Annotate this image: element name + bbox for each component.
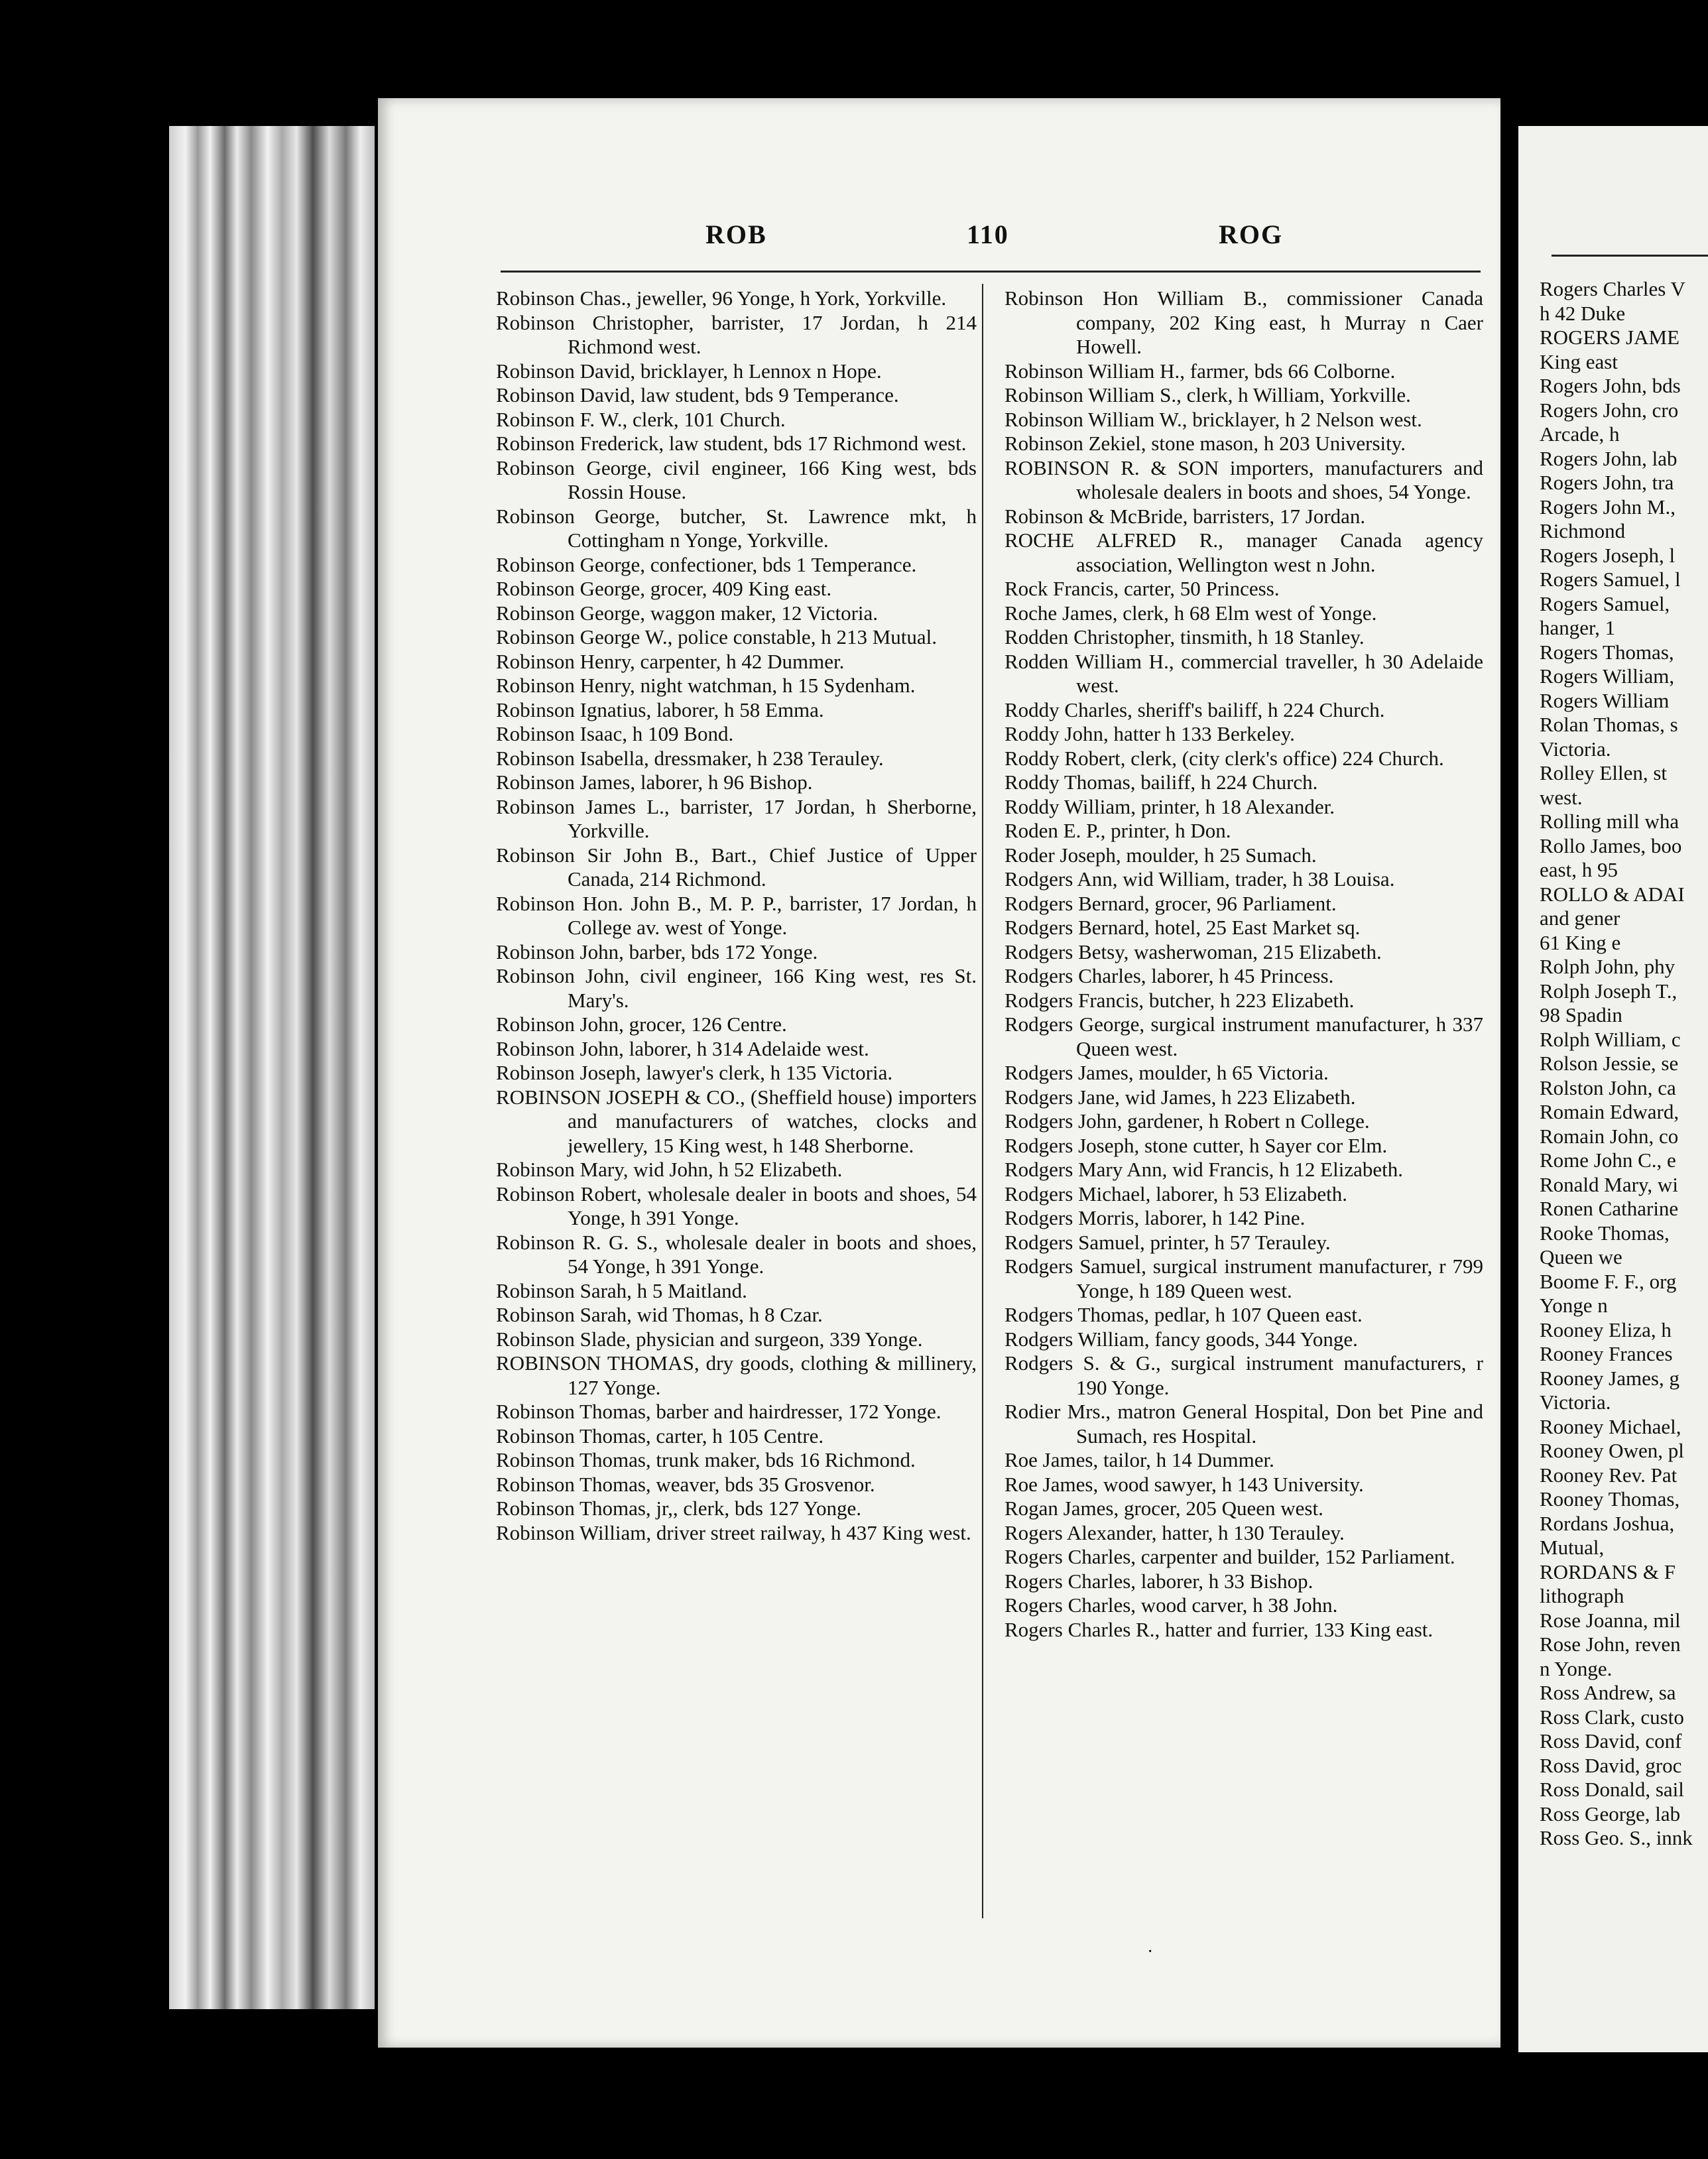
- directory-entry: Robinson John, laborer, h 314 Adelaide west.: [496, 1036, 869, 1060]
- directory-entry: Robinson George, civil engineer, 166 King west, bds Rossin House.: [496, 456, 977, 503]
- directory-entry: Robinson George, confectioner, bds 1 Temperance.: [496, 552, 917, 576]
- header-rule: [501, 271, 1481, 273]
- directory-entry: Robinson Henry, carpenter, h 42 Dummer.: [496, 649, 845, 673]
- directory-entry: Robinson James, laborer, h 96 Bishop.: [496, 771, 813, 794]
- directory-entry: Rordans Joshua,: [1540, 1511, 1675, 1535]
- directory-entry: Robinson Thomas, trunk maker, bds 16 Richmond.: [496, 1448, 916, 1471]
- directory-entry: Roddy Charles, sheriff's bailiff, h 224 Church.: [1005, 698, 1385, 721]
- directory-entry: Rodgers James, moulder, h 65 Victoria.: [1005, 1061, 1329, 1084]
- directory-entry: Rogers Charles R., hatter and furrier, 133 King east.: [1005, 1617, 1433, 1641]
- directory-entry: and gener: [1540, 906, 1620, 930]
- directory-entry: Rogers William,: [1540, 664, 1675, 688]
- directory-entry: Rodgers Samuel, surgical instrument manufacturer, r 799 Yonge, h 189 Queen west.: [1005, 1255, 1483, 1302]
- directory-entry: Boome F. F., org: [1540, 1269, 1677, 1293]
- directory-entry: ROLLO & ADAI: [1540, 882, 1685, 906]
- directory-entry: Rogers Joseph, l: [1540, 543, 1676, 567]
- directory-entry: Robinson Mary, wid John, h 52 Elizabeth.: [496, 1158, 843, 1181]
- directory-entry: Queen we: [1540, 1245, 1622, 1268]
- directory-entry: Rogers Samuel, l: [1540, 568, 1681, 591]
- directory-entry: Roddy John, hatter h 133 Berkeley.: [1005, 722, 1295, 745]
- directory-entry: Robinson Sarah, wid Thomas, h 8 Czar.: [496, 1303, 823, 1326]
- directory-entry: Rooney Owen, pl: [1540, 1439, 1684, 1462]
- directory-entry: Rodgers Ann, wid William, trader, h 38 Louisa.: [1005, 867, 1395, 891]
- directory-entry: ROGERS JAME: [1540, 326, 1680, 349]
- directory-entry: Rogers John M.,: [1540, 495, 1676, 519]
- ink-mark: ·: [1147, 1942, 1154, 1962]
- directory-entry: Rodgers Jane, wid James, h 223 Elizabeth.: [1005, 1085, 1356, 1109]
- directory-entry: Rooney James, g: [1540, 1366, 1679, 1390]
- next-page-column: [1540, 277, 1708, 1851]
- directory-entry: Rodden William H., commercial traveller, h 30 Adelaide west.: [1005, 649, 1483, 697]
- directory-entry: Rolston John, ca: [1540, 1076, 1676, 1099]
- directory-entry: Rogers John, bds: [1540, 374, 1681, 397]
- directory-entry: Robinson Christopher, barrister, 17 Jordan, h 214 Richmond west.: [496, 310, 977, 358]
- directory-entry: Rolley Ellen, st: [1540, 761, 1668, 784]
- directory-entry: Robinson Robert, wholesale dealer in boots and shoes, 54 Yonge, h 391 Yonge.: [496, 1182, 977, 1229]
- directory-entry: Robinson John, grocer, 126 Centre.: [496, 1013, 787, 1036]
- directory-entry: 98 Spadin: [1540, 1003, 1622, 1026]
- directory-entry: Robinson Frederick, law student, bds 17 Richmond west.: [496, 432, 967, 455]
- directory-entry: Rogers Charles, carpenter and builder, 152 Parliament.: [1005, 1545, 1455, 1568]
- directory-entry: Ross Donald, sail: [1540, 1778, 1684, 1801]
- directory-entry: Rodgers Bernard, hotel, 25 East Market sq.: [1005, 916, 1361, 939]
- directory-entry: Rodgers Samuel, printer, h 57 Terauley.: [1005, 1230, 1331, 1254]
- directory-entry: Robinson Joseph, lawyer's clerk, h 135 Victoria.: [496, 1061, 893, 1084]
- directory-entry: Robinson Hon William B., commissioner Canada company, 202 King east, h Murray n Caer Howell.: [1005, 286, 1483, 358]
- directory-entry: Rose John, reven: [1540, 1633, 1681, 1656]
- directory-entry: Rooney Thomas,: [1540, 1487, 1680, 1511]
- directory-entry: Robinson William H., farmer, bds 66 Colborne.: [1005, 359, 1396, 383]
- directory-entry: Robinson George, butcher, St. Lawrence mkt, h Cottingham n Yonge, Yorkville.: [496, 504, 977, 552]
- directory-entry: Rome John C., e: [1540, 1148, 1676, 1172]
- directory-entry: Robinson Thomas, carter, h 105 Centre.: [496, 1424, 824, 1448]
- directory-entry: Rooke Thomas,: [1540, 1221, 1670, 1245]
- directory-entry: Mutual,: [1540, 1536, 1605, 1559]
- directory-entry: 61 King e: [1540, 930, 1621, 954]
- directory-entry: RORDANS & F: [1540, 1560, 1676, 1583]
- directory-entry: Robinson George, waggon maker, 12 Victoria.: [496, 601, 879, 625]
- directory-entry: Robinson William, driver street railway, h 437 King west.: [496, 1520, 971, 1544]
- directory-entry: Robinson F. W., clerk, 101 Church.: [496, 407, 786, 431]
- directory-entry: Ross Geo. S., innk: [1540, 1826, 1693, 1849]
- directory-entry: Rolling mill wha: [1540, 810, 1679, 833]
- directory-entry: Rodgers S. & G., surgical instrument manufacturers, r 190 Yonge.: [1005, 1351, 1483, 1399]
- directory-entry: Rogers Charles, wood carver, h 38 John.: [1005, 1593, 1338, 1617]
- directory-entry: Rodgers William, fancy goods, 344 Yonge.: [1005, 1327, 1358, 1351]
- directory-entry: Rolph Joseph T.,: [1540, 979, 1677, 1003]
- directory-entry: lithograph: [1540, 1584, 1624, 1607]
- directory-entry: Robinson James L., barrister, 17 Jordan, h Sherborne, Yorkville.: [496, 794, 977, 842]
- directory-entry: Rolph John, phy: [1540, 955, 1676, 978]
- directory-entry: Yonge n: [1540, 1294, 1608, 1317]
- directory-entry: Roddy William, printer, h 18 Alexander.: [1005, 794, 1335, 818]
- book-page-edges: [169, 126, 375, 2009]
- directory-entry: Robinson Zekiel, stone mason, h 203 University.: [1005, 432, 1406, 455]
- directory-entry: Rodden Christopher, tinsmith, h 18 Stanley.: [1005, 625, 1365, 648]
- directory-entry: King east: [1540, 349, 1618, 373]
- directory-entry: Robinson Henry, night watchman, h 15 Sydenham.: [496, 674, 916, 697]
- running-head-left: ROB: [705, 219, 767, 249]
- directory-entry: Robinson Isaac, h 109 Bond.: [496, 722, 734, 745]
- directory-entry: Robinson David, bricklayer, h Lennox n Hope.: [496, 359, 882, 383]
- directory-entry: Robinson Sarah, h 5 Maitland.: [496, 1278, 747, 1302]
- directory-entry: Rogers John, lab: [1540, 446, 1677, 470]
- directory-entry: Ross George, lab: [1540, 1802, 1681, 1825]
- directory-entry: Rodgers George, surgical instrument manufacturer, h 337 Queen west.: [1005, 1013, 1483, 1060]
- directory-entry: Victoria.: [1540, 1390, 1611, 1414]
- directory-entry: Robinson Thomas, weaver, bds 35 Grosvenor.: [496, 1472, 875, 1496]
- directory-entry: ROCHE ALFRED R., manager Canada agency association, Wellington west n John.: [1005, 528, 1483, 576]
- directory-entry: Arcade, h: [1540, 422, 1620, 446]
- directory-entry: Rose Joanna, mil: [1540, 1608, 1681, 1632]
- left-column: [496, 286, 977, 1545]
- directory-entry: Roden E. P., printer, h Don.: [1005, 819, 1231, 842]
- directory-entry: Rock Francis, carter, 50 Princess.: [1005, 577, 1280, 600]
- directory-entry: Roe James, wood sawyer, h 143 University.: [1005, 1472, 1364, 1496]
- directory-entry: Robinson Thomas, barber and hairdresser, 172 Yonge.: [496, 1400, 942, 1423]
- directory-entry: Ross David, groc: [1540, 1753, 1682, 1777]
- directory-entry: Roche James, clerk, h 68 Elm west of Yonge.: [1005, 601, 1377, 625]
- directory-entry: Robinson John, barber, bds 172 Yonge.: [496, 940, 818, 963]
- directory-entry: east, h 95: [1540, 858, 1618, 881]
- directory-entry: Robinson Ignatius, laborer, h 58 Emma.: [496, 698, 824, 721]
- directory-entry: Roddy Thomas, bailiff, h 224 Church.: [1005, 771, 1318, 794]
- directory-entry: Rooney Michael,: [1540, 1414, 1681, 1438]
- directory-entry: Rodgers Thomas, pedlar, h 107 Queen east.: [1005, 1303, 1363, 1326]
- directory-entry: Robinson William W., bricklayer, h 2 Nelson west.: [1005, 407, 1422, 431]
- directory-entry: Rogan James, grocer, 205 Queen west.: [1005, 1497, 1323, 1520]
- directory-entry: Robinson Isabella, dressmaker, h 238 Terauley.: [496, 746, 884, 770]
- directory-entry: Rolph William, c: [1540, 1027, 1681, 1051]
- directory-entry: Robinson Thomas, jr,, clerk, bds 127 Yonge.: [496, 1497, 862, 1520]
- directory-entry: hanger, 1: [1540, 616, 1616, 639]
- directory-entry: Rolson Jessie, se: [1540, 1052, 1679, 1075]
- directory-entry: Rolan Thomas, s: [1540, 713, 1678, 736]
- directory-entry: Rogers William: [1540, 688, 1670, 712]
- directory-entry: Rodgers Morris, laborer, h 142 Pine.: [1005, 1206, 1306, 1229]
- directory-entry: Rodgers Joseph, stone cutter, h Sayer cor Elm.: [1005, 1133, 1388, 1157]
- directory-entry: Robinson Sir John B., Bart., Chief Justice of Upper Canada, 214 Richmond.: [496, 843, 977, 891]
- next-page-header-rule: [1552, 255, 1708, 257]
- directory-entry: Rogers Thomas,: [1540, 640, 1674, 664]
- directory-entry: ROBINSON R. & SON importers, manufacturers and wholesale dealers in boots and shoes, 54 Yonge.: [1005, 456, 1483, 503]
- directory-entry: h 42 Duke: [1540, 301, 1626, 325]
- directory-entry: Ronen Catharine: [1540, 1197, 1679, 1220]
- directory-entry: Robinson George, grocer, 409 King east.: [496, 577, 832, 600]
- column-divider: [982, 284, 983, 1918]
- directory-entry: Rollo James, boo: [1540, 833, 1682, 857]
- directory-entry: Rooney Rev. Pat: [1540, 1463, 1677, 1487]
- directory-entry: Rodgers Bernard, grocer, 96 Parliament.: [1005, 891, 1337, 915]
- running-head-right: ROG: [1219, 219, 1284, 249]
- directory-entry: Robinson David, law student, bds 9 Temperance.: [496, 383, 899, 406]
- directory-entry: Rodgers Michael, laborer, h 53 Elizabeth.: [1005, 1182, 1347, 1205]
- directory-entry: Robinson & McBride, barristers, 17 Jordan.: [1005, 504, 1366, 528]
- page-number: 110: [967, 219, 1009, 249]
- directory-entry: Romain Edward,: [1540, 1100, 1679, 1123]
- directory-entry: Rogers Samuel,: [1540, 591, 1670, 615]
- directory-entry: n Yonge.: [1540, 1656, 1613, 1680]
- directory-entry: Robinson George W., police constable, h 213 Mutual.: [496, 625, 937, 648]
- directory-entry: Robinson Hon. John B., M. P. P., barrister, 17 Jordan, h College av. west of Yonge.: [496, 891, 977, 939]
- directory-entry: Rogers Alexander, hatter, h 130 Terauley.: [1005, 1520, 1345, 1544]
- directory-entry: Robinson R. G. S., wholesale dealer in boots and shoes, 54 Yonge, h 391 Yonge.: [496, 1230, 977, 1278]
- directory-entry: Victoria.: [1540, 737, 1611, 761]
- directory-entry: Robinson Chas., jeweller, 96 Yonge, h York, Yorkville.: [496, 286, 947, 310]
- directory-entry: Rogers Charles, laborer, h 33 Bishop.: [1005, 1569, 1313, 1593]
- directory-entry: Rodgers Betsy, washerwoman, 215 Elizabeth.: [1005, 940, 1382, 963]
- directory-entry: Rogers John, cro: [1540, 398, 1679, 422]
- directory-entry: Rooney Frances: [1540, 1342, 1673, 1365]
- directory-entry: west.: [1540, 785, 1583, 809]
- directory-entry: Ross Clark, custo: [1540, 1705, 1684, 1729]
- directory-entry: Robinson John, civil engineer, 166 King west, res St. Mary's.: [496, 964, 977, 1012]
- directory-entry: Ronald Mary, wi: [1540, 1172, 1678, 1196]
- directory-entry: Rodgers John, gardener, h Robert n College.: [1005, 1109, 1370, 1133]
- directory-entry: ROBINSON JOSEPH & CO., (Sheffield house) importers and manufacturers of watches, clocks and jewellery, 15 King west, h 148 Sherborne.: [496, 1085, 977, 1157]
- directory-entry: Richmond: [1540, 519, 1626, 542]
- directory-entry: Rooney Eliza, h: [1540, 1318, 1672, 1341]
- directory-entry: ROBINSON THOMAS, dry goods, clothing & millinery, 127 Yonge.: [496, 1351, 977, 1399]
- directory-entry: Rodgers Francis, butcher, h 223 Elizabeth.: [1005, 988, 1355, 1012]
- directory-entry: Rogers Charles V: [1540, 277, 1685, 300]
- directory-entry: Rogers John, tra: [1540, 471, 1674, 494]
- directory-entry: Rodier Mrs., matron General Hospital, Don bet Pine and Sumach, res Hospital.: [1005, 1400, 1483, 1448]
- directory-entry: Robinson William S., clerk, h William, Yorkville.: [1005, 383, 1411, 406]
- directory-entry: Robinson Slade, physician and surgeon, 339 Yonge.: [496, 1327, 923, 1351]
- middle-column: [1005, 286, 1483, 1642]
- directory-entry: Ross David, conf: [1540, 1729, 1682, 1753]
- directory-entry: Rodgers Mary Ann, wid Francis, h 12 Elizabeth.: [1005, 1158, 1403, 1181]
- directory-entry: Ross Andrew, sa: [1540, 1681, 1676, 1704]
- directory-entry: Roder Joseph, moulder, h 25 Sumach.: [1005, 843, 1317, 867]
- directory-entry: Roe James, tailor, h 14 Dummer.: [1005, 1448, 1274, 1471]
- directory-entry: Romain John, co: [1540, 1124, 1679, 1148]
- directory-entry: Rodgers Charles, laborer, h 45 Princess.: [1005, 964, 1334, 987]
- directory-entry: Roddy Robert, clerk, (city clerk's office) 224 Church.: [1005, 746, 1444, 770]
